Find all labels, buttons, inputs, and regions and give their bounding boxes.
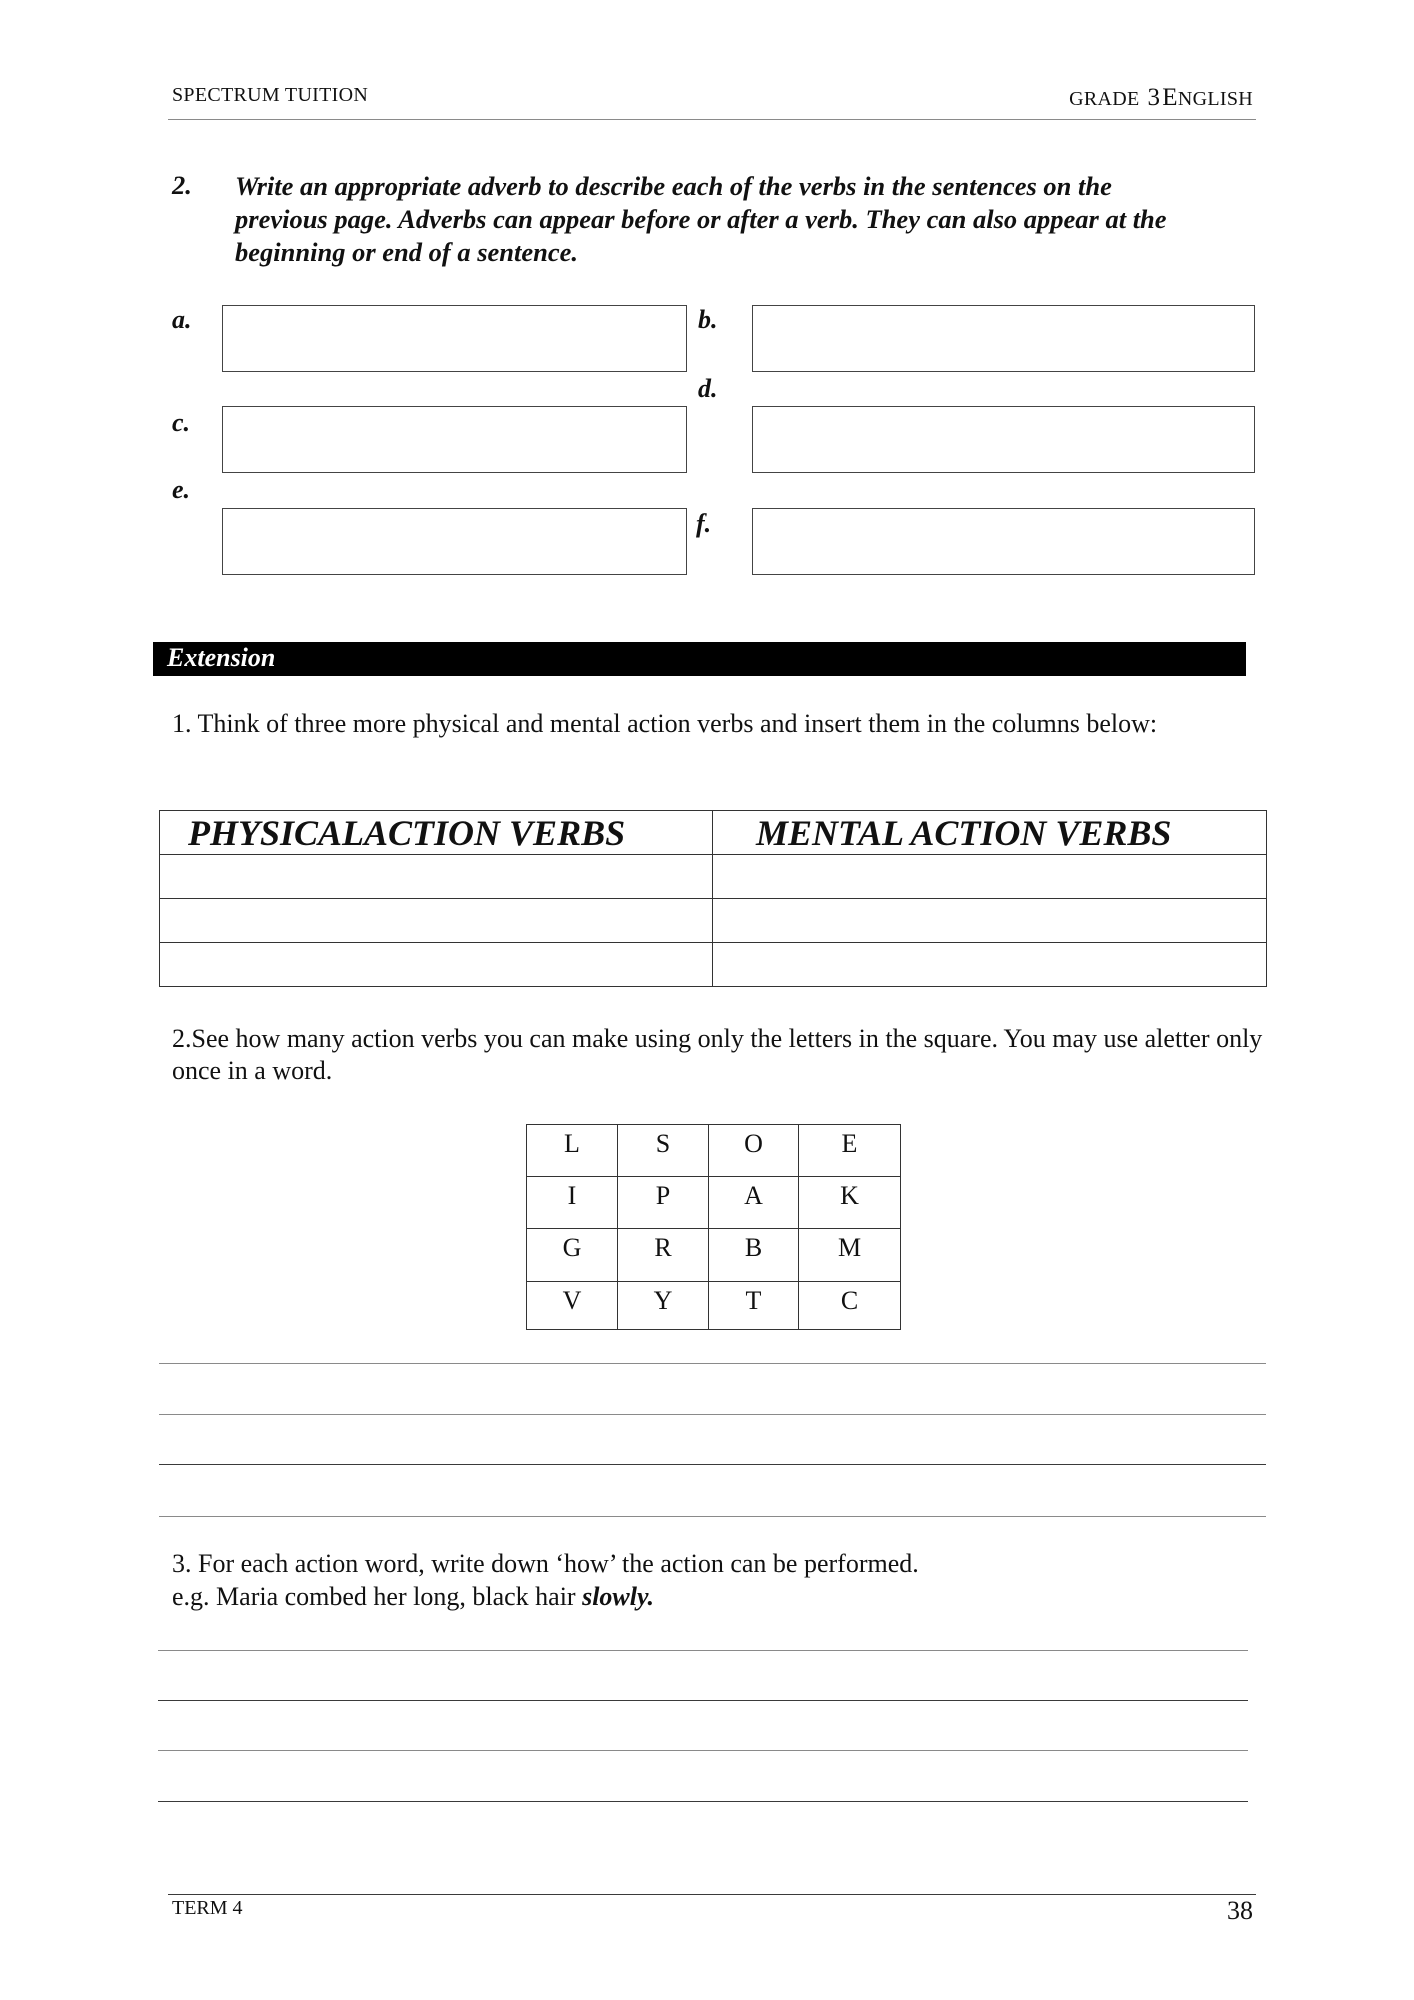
header-grade-subject xyxy=(1069,84,1253,112)
mental-verbs-header: MENTAL ACTION VERBS xyxy=(713,811,1267,855)
letter-cell: K xyxy=(799,1177,901,1229)
header-divider xyxy=(168,119,1256,120)
writing-line xyxy=(158,1750,1248,1751)
answer-box-d xyxy=(752,406,1255,473)
letter-grid-row xyxy=(527,1282,901,1330)
letter-cell: P xyxy=(618,1177,709,1229)
extension-q2-text: 2.See how many action verbs you can make using only the letters in the square. You may use aletter only once in a word. xyxy=(172,1024,1263,1085)
writing-line xyxy=(159,1516,1266,1517)
answer-box-c xyxy=(222,406,687,473)
answer-box-b xyxy=(752,305,1255,372)
table-row xyxy=(160,855,1267,899)
letter-grid-row xyxy=(527,1177,901,1229)
extension-q3-example xyxy=(172,1580,1252,1613)
letter-cell: G xyxy=(527,1229,618,1282)
extension-q1-text: 1. Think of three more physical and mental action verbs and insert them in the columns below: xyxy=(172,709,1158,738)
letter-cell: Y xyxy=(618,1282,709,1330)
footer-divider xyxy=(168,1894,1256,1895)
extension-q3 xyxy=(172,1547,1252,1613)
letter-grid-row xyxy=(527,1229,901,1282)
answer-label-c: c. xyxy=(172,408,191,437)
letter-cell: I xyxy=(527,1177,618,1229)
letter-cell: L xyxy=(527,1125,618,1177)
table-cell xyxy=(160,943,713,987)
example-adverb: slowly. xyxy=(582,1582,655,1611)
letter-cell: E xyxy=(799,1125,901,1177)
footer-term: TERM 4 xyxy=(172,1897,243,1919)
letter-cell: B xyxy=(709,1229,799,1282)
table-header-row xyxy=(160,811,1267,855)
header-grade-number: 3 xyxy=(1147,84,1161,111)
answer-box-e xyxy=(222,508,687,575)
table-row xyxy=(160,899,1267,943)
letter-cell: A xyxy=(709,1177,799,1229)
example-sentence: e.g. Maria combed her long, black hair xyxy=(172,1582,583,1611)
question-2-instruction: Write an appropriate adverb to describe each of the verbs in the sentences on the previous page. Adverbs can appear before or after a verb. They can also appear at the beginning or end of a sentence. xyxy=(235,171,1167,267)
writing-line xyxy=(158,1700,1248,1701)
extension-heading: Extension xyxy=(167,643,276,672)
page-number: 38 xyxy=(1227,1896,1253,1925)
action-verbs-table xyxy=(159,810,1267,987)
writing-line xyxy=(159,1464,1266,1465)
writing-line xyxy=(158,1650,1248,1651)
letter-cell: V xyxy=(527,1282,618,1330)
answer-label-d: d. xyxy=(698,374,718,403)
header-subject: ENGLISH xyxy=(1162,84,1253,111)
question-2-number: 2. xyxy=(172,170,192,200)
letter-grid xyxy=(526,1124,901,1330)
physical-verbs-header: PHYSICALACTION VERBS xyxy=(160,811,713,855)
answer-label-a: a. xyxy=(172,305,192,334)
table-cell xyxy=(713,855,1267,899)
table-cell xyxy=(160,899,713,943)
writing-line xyxy=(159,1414,1266,1415)
answer-box-f xyxy=(752,508,1255,575)
letter-cell: O xyxy=(709,1125,799,1177)
header-grade-label: GRADE xyxy=(1069,88,1140,110)
letter-cell: R xyxy=(618,1229,709,1282)
answer-label-e: e. xyxy=(172,475,191,504)
extension-heading-bar xyxy=(153,642,1246,676)
letter-grid-row xyxy=(527,1125,901,1177)
table-row xyxy=(160,943,1267,987)
letter-cell: T xyxy=(709,1282,799,1330)
table-cell xyxy=(713,899,1267,943)
answer-box-a xyxy=(222,305,687,372)
letter-cell: S xyxy=(618,1125,709,1177)
table-cell xyxy=(160,855,713,899)
writing-line xyxy=(158,1801,1248,1802)
answer-label-b: b. xyxy=(698,305,718,334)
answer-label-f: f. xyxy=(696,509,712,538)
extension-q3-text: 3. For each action word, write down ‘how’ the action can be performed. xyxy=(172,1549,919,1578)
letter-cell: M xyxy=(799,1229,901,1282)
table-cell xyxy=(713,943,1267,987)
writing-line xyxy=(159,1363,1266,1364)
letter-cell: C xyxy=(799,1282,901,1330)
header-school: SPECTRUM TUITION xyxy=(172,84,369,106)
